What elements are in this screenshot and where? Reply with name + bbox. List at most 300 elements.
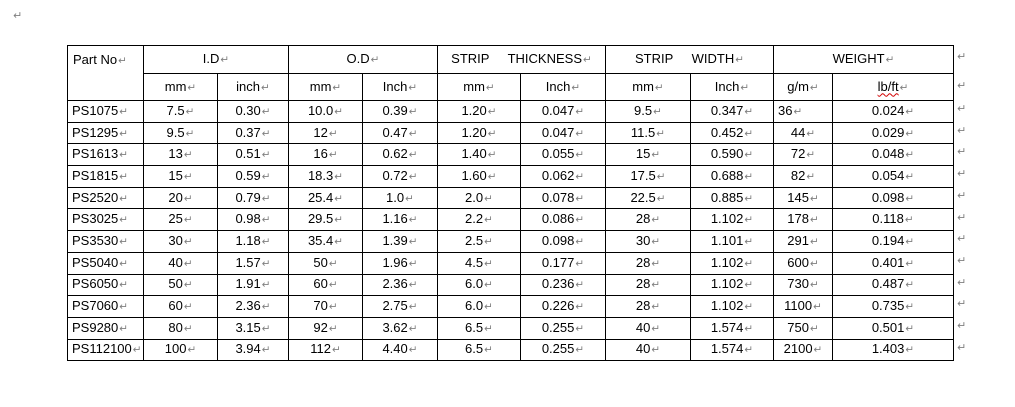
value-cell[interactable] <box>144 231 218 253</box>
value-cell[interactable] <box>289 209 363 231</box>
value-cell[interactable] <box>438 166 521 188</box>
value-cell[interactable] <box>363 122 438 144</box>
cell-end-mark: ↵ <box>484 279 493 292</box>
cell-end-mark: ↵ <box>904 214 914 227</box>
value-cell[interactable] <box>774 339 833 361</box>
value-cell[interactable] <box>521 166 606 188</box>
value-cell[interactable] <box>289 231 363 253</box>
value-cell[interactable] <box>289 339 363 361</box>
part-no-cell[interactable] <box>68 274 144 296</box>
cell-text: 0.054 <box>871 167 905 183</box>
cell-end-mark: ↵ <box>809 235 819 248</box>
cell-text: 0.30 <box>235 102 261 118</box>
value-cell[interactable] <box>363 209 438 231</box>
cell-text: 0.047 <box>541 102 575 118</box>
value-cell[interactable] <box>438 101 521 123</box>
cell-end-mark: ↵ <box>656 192 666 205</box>
cell-end-mark: ↵ <box>183 192 193 205</box>
cell-end-mark: ↵ <box>651 235 661 248</box>
cell-text: 1.102 <box>710 276 744 292</box>
cell-end-mark: ↵ <box>806 127 816 140</box>
value-cell[interactable] <box>606 144 691 166</box>
cell-text: 82 <box>790 167 806 183</box>
cell-end-mark: ↵ <box>487 127 497 140</box>
value-cell[interactable] <box>521 122 606 144</box>
cell-end-mark: ↵ <box>575 170 585 183</box>
cell-text: 60 <box>168 298 183 314</box>
header-id-label: I.D <box>202 51 220 66</box>
part-no-cell[interactable] <box>68 231 144 253</box>
value-cell[interactable] <box>521 187 606 209</box>
cell-text: PS3025 <box>72 211 119 227</box>
row-end-mark: ↵ <box>957 167 967 181</box>
table-row <box>68 252 954 274</box>
value-cell[interactable] <box>833 274 954 296</box>
unit-od-inch-cell[interactable] <box>363 74 438 101</box>
header-id-cell[interactable] <box>144 46 289 74</box>
unit-id-inch-cell[interactable] <box>218 74 289 101</box>
header-group-row <box>68 46 954 74</box>
unit-thickness-mm-cell[interactable] <box>438 74 521 101</box>
cell-text: 1.91 <box>235 276 261 292</box>
cell-text: 0.347 <box>710 102 744 118</box>
cell-end-mark: ↵ <box>809 322 819 335</box>
value-cell[interactable] <box>144 122 218 144</box>
value-cell[interactable] <box>218 231 289 253</box>
value-cell[interactable] <box>774 252 833 274</box>
header-od-label: O.D <box>346 51 370 66</box>
value-cell[interactable] <box>218 166 289 188</box>
cell-end-mark: ↵ <box>575 127 585 140</box>
value-cell[interactable] <box>691 317 774 339</box>
value-cell[interactable] <box>438 122 521 144</box>
value-cell[interactable] <box>833 144 954 166</box>
value-cell[interactable] <box>606 317 691 339</box>
value-cell[interactable] <box>521 274 606 296</box>
value-cell[interactable] <box>144 339 218 361</box>
value-cell[interactable] <box>774 274 833 296</box>
value-cell[interactable] <box>606 339 691 361</box>
value-cell[interactable] <box>833 187 954 209</box>
value-cell[interactable] <box>363 144 438 166</box>
cell-end-mark: ↵ <box>261 149 271 162</box>
value-cell[interactable] <box>691 144 774 166</box>
unit-label: inch <box>236 78 261 94</box>
header-weight-label: WEIGHT <box>832 51 885 66</box>
unit-thickness-inch-cell[interactable] <box>521 74 606 101</box>
cell-text: 1.39 <box>382 232 408 248</box>
value-cell[interactable] <box>438 231 521 253</box>
value-cell[interactable] <box>438 209 521 231</box>
value-cell[interactable] <box>289 296 363 318</box>
cell-text: 0.029 <box>871 124 905 140</box>
value-cell[interactable] <box>144 274 218 296</box>
cell-text: 29.5 <box>307 211 334 227</box>
value-cell[interactable] <box>521 209 606 231</box>
value-cell[interactable] <box>218 317 289 339</box>
cell-end-mark: ↵ <box>261 105 271 118</box>
value-cell[interactable] <box>218 274 289 296</box>
cell-end-mark: ↵ <box>651 279 661 292</box>
value-cell[interactable] <box>363 187 438 209</box>
unit-width-inch-cell[interactable] <box>691 74 774 101</box>
cell-end-mark: ↵ <box>575 149 585 162</box>
cell-text: 3.15 <box>235 319 261 335</box>
table-row <box>68 187 954 209</box>
value-cell[interactable] <box>363 274 438 296</box>
header-od-cell[interactable] <box>289 46 438 74</box>
cell-end-mark: ↵ <box>183 257 193 270</box>
value-cell[interactable] <box>774 296 833 318</box>
cell-text: 0.79 <box>235 189 261 205</box>
cell-end-mark: ↵ <box>651 257 661 270</box>
cell-text: 3.62 <box>382 319 408 335</box>
value-cell[interactable] <box>363 252 438 274</box>
cell-end-mark: ↵ <box>809 279 819 292</box>
cell-end-mark: ↵ <box>132 344 142 357</box>
cell-end-mark: ↵ <box>654 81 664 94</box>
value-cell[interactable] <box>438 317 521 339</box>
cell-end-mark: ↵ <box>487 170 497 183</box>
cell-end-mark: ↵ <box>261 81 270 94</box>
cell-text: 0.39 <box>382 102 408 118</box>
value-cell[interactable] <box>833 317 954 339</box>
cell-end-mark: ↵ <box>809 81 819 94</box>
cell-text: 1.20 <box>461 102 487 118</box>
cell-text: 28 <box>635 254 651 270</box>
row-end-mark: ↵ <box>957 145 967 159</box>
cell-text: 145 <box>787 189 809 205</box>
unit-label: mm <box>309 78 332 94</box>
cell-end-mark: ↵ <box>744 279 754 292</box>
cell-end-mark: ↵ <box>651 301 661 314</box>
value-cell[interactable] <box>691 187 774 209</box>
cell-text: 0.226 <box>541 298 575 314</box>
row-end-mark: ↵ <box>957 340 967 354</box>
cell-end-mark: ↵ <box>408 81 418 94</box>
unit-id-mm-cell[interactable] <box>144 74 218 101</box>
cell-end-mark: ↵ <box>905 344 915 357</box>
unit-label: Inch <box>382 78 408 94</box>
value-cell[interactable] <box>289 101 363 123</box>
row-end-mark: ↵ <box>957 79 967 92</box>
cell-end-mark: ↵ <box>905 279 915 292</box>
cell-text: 0.487 <box>871 276 905 292</box>
value-cell[interactable] <box>833 122 954 144</box>
unit-weight-gm-cell[interactable] <box>774 74 833 101</box>
cell-end-mark: ↵ <box>653 105 662 118</box>
cell-text: 600 <box>787 254 809 270</box>
cell-end-mark: ↵ <box>744 301 754 314</box>
cell-text: 0.048 <box>871 146 905 162</box>
value-cell[interactable] <box>833 252 954 274</box>
value-cell[interactable] <box>438 274 521 296</box>
value-cell[interactable] <box>438 252 521 274</box>
unit-label: mm <box>164 78 187 94</box>
value-cell[interactable] <box>521 144 606 166</box>
value-cell[interactable] <box>438 339 521 361</box>
value-cell[interactable] <box>606 101 691 123</box>
cell-end-mark: ↵ <box>408 301 418 314</box>
value-cell[interactable] <box>289 122 363 144</box>
cell-end-mark: ↵ <box>793 105 803 118</box>
value-cell[interactable] <box>144 296 218 318</box>
cell-text: 2.0 <box>465 189 484 205</box>
cell-text: 18.3 <box>307 167 334 183</box>
value-cell[interactable] <box>691 101 774 123</box>
cell-end-mark: ↵ <box>744 322 754 335</box>
part-no-cell[interactable] <box>68 296 144 318</box>
cell-end-mark: ↵ <box>575 344 585 357</box>
cell-end-mark: ↵ <box>744 149 754 162</box>
value-cell[interactable] <box>833 209 954 231</box>
cell-text: 1.0 <box>386 189 405 205</box>
part-no-cell[interactable] <box>68 252 144 274</box>
part-no-cell[interactable] <box>68 101 144 123</box>
value-cell[interactable] <box>218 144 289 166</box>
cell-end-mark: ↵ <box>905 149 915 162</box>
cell-text: 0.37 <box>235 124 261 140</box>
value-cell[interactable] <box>218 296 289 318</box>
value-cell[interactable] <box>833 296 954 318</box>
value-cell[interactable] <box>218 101 289 123</box>
value-cell[interactable] <box>606 122 691 144</box>
cell-end-mark: ↵ <box>905 322 915 335</box>
value-cell[interactable] <box>438 296 521 318</box>
cell-text: 0.255 <box>541 319 575 335</box>
cell-end-mark: ↵ <box>905 105 915 118</box>
cell-text: 0.72 <box>382 167 408 183</box>
cell-text: 1.40 <box>461 146 487 162</box>
value-cell[interactable] <box>144 144 218 166</box>
part-no-cell[interactable] <box>68 144 144 166</box>
value-cell[interactable] <box>833 231 954 253</box>
cell-text: PS1815 <box>72 167 119 183</box>
value-cell[interactable] <box>606 274 691 296</box>
cell-text: 1.60 <box>461 167 487 183</box>
cell-end-mark: ↵ <box>328 149 338 162</box>
cell-end-mark: ↵ <box>119 279 129 292</box>
row-end-mark: ↵ <box>957 297 967 311</box>
value-cell[interactable] <box>144 166 218 188</box>
value-cell[interactable] <box>691 231 774 253</box>
part-no-cell[interactable] <box>68 187 144 209</box>
value-cell[interactable] <box>218 209 289 231</box>
cell-end-mark: ↵ <box>183 235 193 248</box>
value-cell[interactable] <box>289 187 363 209</box>
cell-end-mark: ↵ <box>187 344 197 357</box>
value-cell[interactable] <box>606 231 691 253</box>
cell-end-mark: ↵ <box>183 214 193 227</box>
cell-end-mark: ↵ <box>575 279 585 292</box>
value-cell[interactable] <box>218 252 289 274</box>
cell-text: 1.403 <box>871 341 905 357</box>
value-cell[interactable] <box>289 252 363 274</box>
value-cell[interactable] <box>833 166 954 188</box>
cell-text: 25 <box>168 211 183 227</box>
cell-text: 16 <box>313 146 328 162</box>
cell-text: PS3530 <box>72 232 119 248</box>
cell-text: 0.255 <box>541 341 575 357</box>
value-cell[interactable] <box>691 274 774 296</box>
value-cell[interactable] <box>438 187 521 209</box>
cell-end-mark: ↵ <box>487 105 497 118</box>
cell-text: 36 <box>778 102 793 118</box>
value-cell[interactable] <box>363 231 438 253</box>
table-row <box>68 122 954 144</box>
value-cell[interactable] <box>606 209 691 231</box>
value-cell[interactable] <box>521 339 606 361</box>
value-cell[interactable] <box>289 317 363 339</box>
cell-text: 0.735 <box>871 298 905 314</box>
cell-text: 17.5 <box>630 167 656 183</box>
cell-end-mark: ↵ <box>328 257 338 270</box>
cell-text: 0.236 <box>541 276 575 292</box>
value-cell[interactable] <box>833 101 954 123</box>
value-cell[interactable] <box>363 166 438 188</box>
cell-text: 44 <box>790 124 806 140</box>
cell-end-mark: ↵ <box>261 170 271 183</box>
value-cell[interactable] <box>521 231 606 253</box>
cell-text: 28 <box>635 211 651 227</box>
cell-end-mark: ↵ <box>118 55 127 67</box>
value-cell[interactable] <box>774 122 833 144</box>
value-cell[interactable] <box>691 122 774 144</box>
cell-text: 1.574 <box>710 341 744 357</box>
table-row <box>68 144 954 166</box>
value-cell[interactable] <box>363 317 438 339</box>
row-end-mark: ↵ <box>957 123 967 137</box>
value-cell[interactable] <box>774 166 833 188</box>
value-cell[interactable] <box>144 187 218 209</box>
cell-end-mark: ↵ <box>334 170 344 183</box>
cell-end-mark: ↵ <box>334 235 344 248</box>
value-cell[interactable] <box>774 209 833 231</box>
cell-text: 1.574 <box>710 319 744 335</box>
cell-end-mark: ↵ <box>261 301 271 314</box>
cell-text: 1.57 <box>235 254 261 270</box>
value-cell[interactable] <box>363 296 438 318</box>
cell-text: 9.5 <box>634 102 653 118</box>
value-cell[interactable] <box>144 209 218 231</box>
part-no-cell[interactable] <box>68 122 144 144</box>
cell-text: 0.51 <box>235 146 261 162</box>
value-cell[interactable] <box>521 317 606 339</box>
value-cell[interactable] <box>521 101 606 123</box>
part-no-cell[interactable] <box>68 209 144 231</box>
unit-od-mm-cell[interactable] <box>289 74 363 101</box>
part-no-cell[interactable] <box>68 317 144 339</box>
cell-text: PS1295 <box>72 124 119 140</box>
value-cell[interactable] <box>438 144 521 166</box>
cell-text: PS6050 <box>72 276 119 292</box>
cell-text: 15 <box>635 146 651 162</box>
unit-width-mm-cell[interactable] <box>606 74 691 101</box>
unit-weight-lbft-cell[interactable] <box>833 74 954 101</box>
cell-end-mark: ↵ <box>744 257 754 270</box>
cell-text: 6.5 <box>465 319 484 335</box>
part-no-cell[interactable] <box>68 339 144 361</box>
value-cell[interactable] <box>144 101 218 123</box>
value-cell[interactable] <box>218 339 289 361</box>
value-cell[interactable] <box>774 231 833 253</box>
cell-text: 2.36 <box>382 276 408 292</box>
value-cell[interactable] <box>218 122 289 144</box>
cell-text: 0.98 <box>235 211 261 227</box>
value-cell[interactable] <box>218 187 289 209</box>
value-cell[interactable] <box>289 274 363 296</box>
cell-end-mark: ↵ <box>408 105 418 118</box>
value-cell[interactable] <box>289 144 363 166</box>
cell-end-mark: ↵ <box>119 235 129 248</box>
header-strip-width-cell[interactable] <box>606 46 774 74</box>
cell-end-mark: ↵ <box>261 279 271 292</box>
cell-text: 15 <box>168 167 183 183</box>
cell-text: 291 <box>787 232 809 248</box>
cell-end-mark: ↵ <box>334 192 344 205</box>
cell-text: 2.5 <box>465 232 484 248</box>
cell-text: 30 <box>168 232 183 248</box>
value-cell[interactable] <box>606 252 691 274</box>
value-cell[interactable] <box>774 317 833 339</box>
value-cell[interactable] <box>289 166 363 188</box>
value-cell[interactable] <box>691 339 774 361</box>
part-no-cell[interactable] <box>68 166 144 188</box>
cell-text: 4.5 <box>465 254 484 270</box>
header-strip-width-label: STRIP WIDTH <box>634 51 735 66</box>
cell-text: 0.055 <box>541 146 575 162</box>
cell-end-mark: ↵ <box>744 192 754 205</box>
cell-end-mark: ↵ <box>487 149 497 162</box>
header-strip-thickness-cell[interactable] <box>438 46 606 74</box>
value-cell[interactable] <box>774 144 833 166</box>
header-part-no-cell[interactable] <box>68 46 144 101</box>
cell-text: 1.102 <box>710 254 744 270</box>
cell-end-mark: ↵ <box>328 279 338 292</box>
value-cell[interactable] <box>833 339 954 361</box>
cell-end-mark: ↵ <box>408 149 418 162</box>
cell-end-mark: ↵ <box>332 81 342 94</box>
value-cell[interactable] <box>691 166 774 188</box>
value-cell[interactable] <box>606 296 691 318</box>
table-row <box>68 274 954 296</box>
cell-text: 0.118 <box>872 211 904 227</box>
value-cell[interactable] <box>691 296 774 318</box>
cell-end-mark: ↵ <box>331 344 341 357</box>
cell-end-mark: ↵ <box>187 81 197 94</box>
value-cell[interactable] <box>606 187 691 209</box>
cell-end-mark: ↵ <box>261 214 271 227</box>
cell-text: 0.086 <box>541 211 575 227</box>
value-cell[interactable] <box>691 209 774 231</box>
value-cell[interactable] <box>144 252 218 274</box>
cell-end-mark: ↵ <box>119 257 129 270</box>
header-weight-cell[interactable] <box>774 46 954 74</box>
value-cell[interactable] <box>363 339 438 361</box>
cell-text: 0.501 <box>871 319 905 335</box>
cell-end-mark: ↵ <box>744 214 754 227</box>
value-cell[interactable] <box>521 252 606 274</box>
value-cell[interactable] <box>144 317 218 339</box>
cell-text: PS1613 <box>72 146 119 162</box>
cell-end-mark: ↵ <box>575 301 585 314</box>
value-cell[interactable] <box>606 166 691 188</box>
value-cell[interactable] <box>521 296 606 318</box>
value-cell[interactable] <box>363 101 438 123</box>
value-cell[interactable] <box>691 252 774 274</box>
value-cell[interactable] <box>774 101 833 123</box>
value-cell[interactable] <box>774 187 833 209</box>
